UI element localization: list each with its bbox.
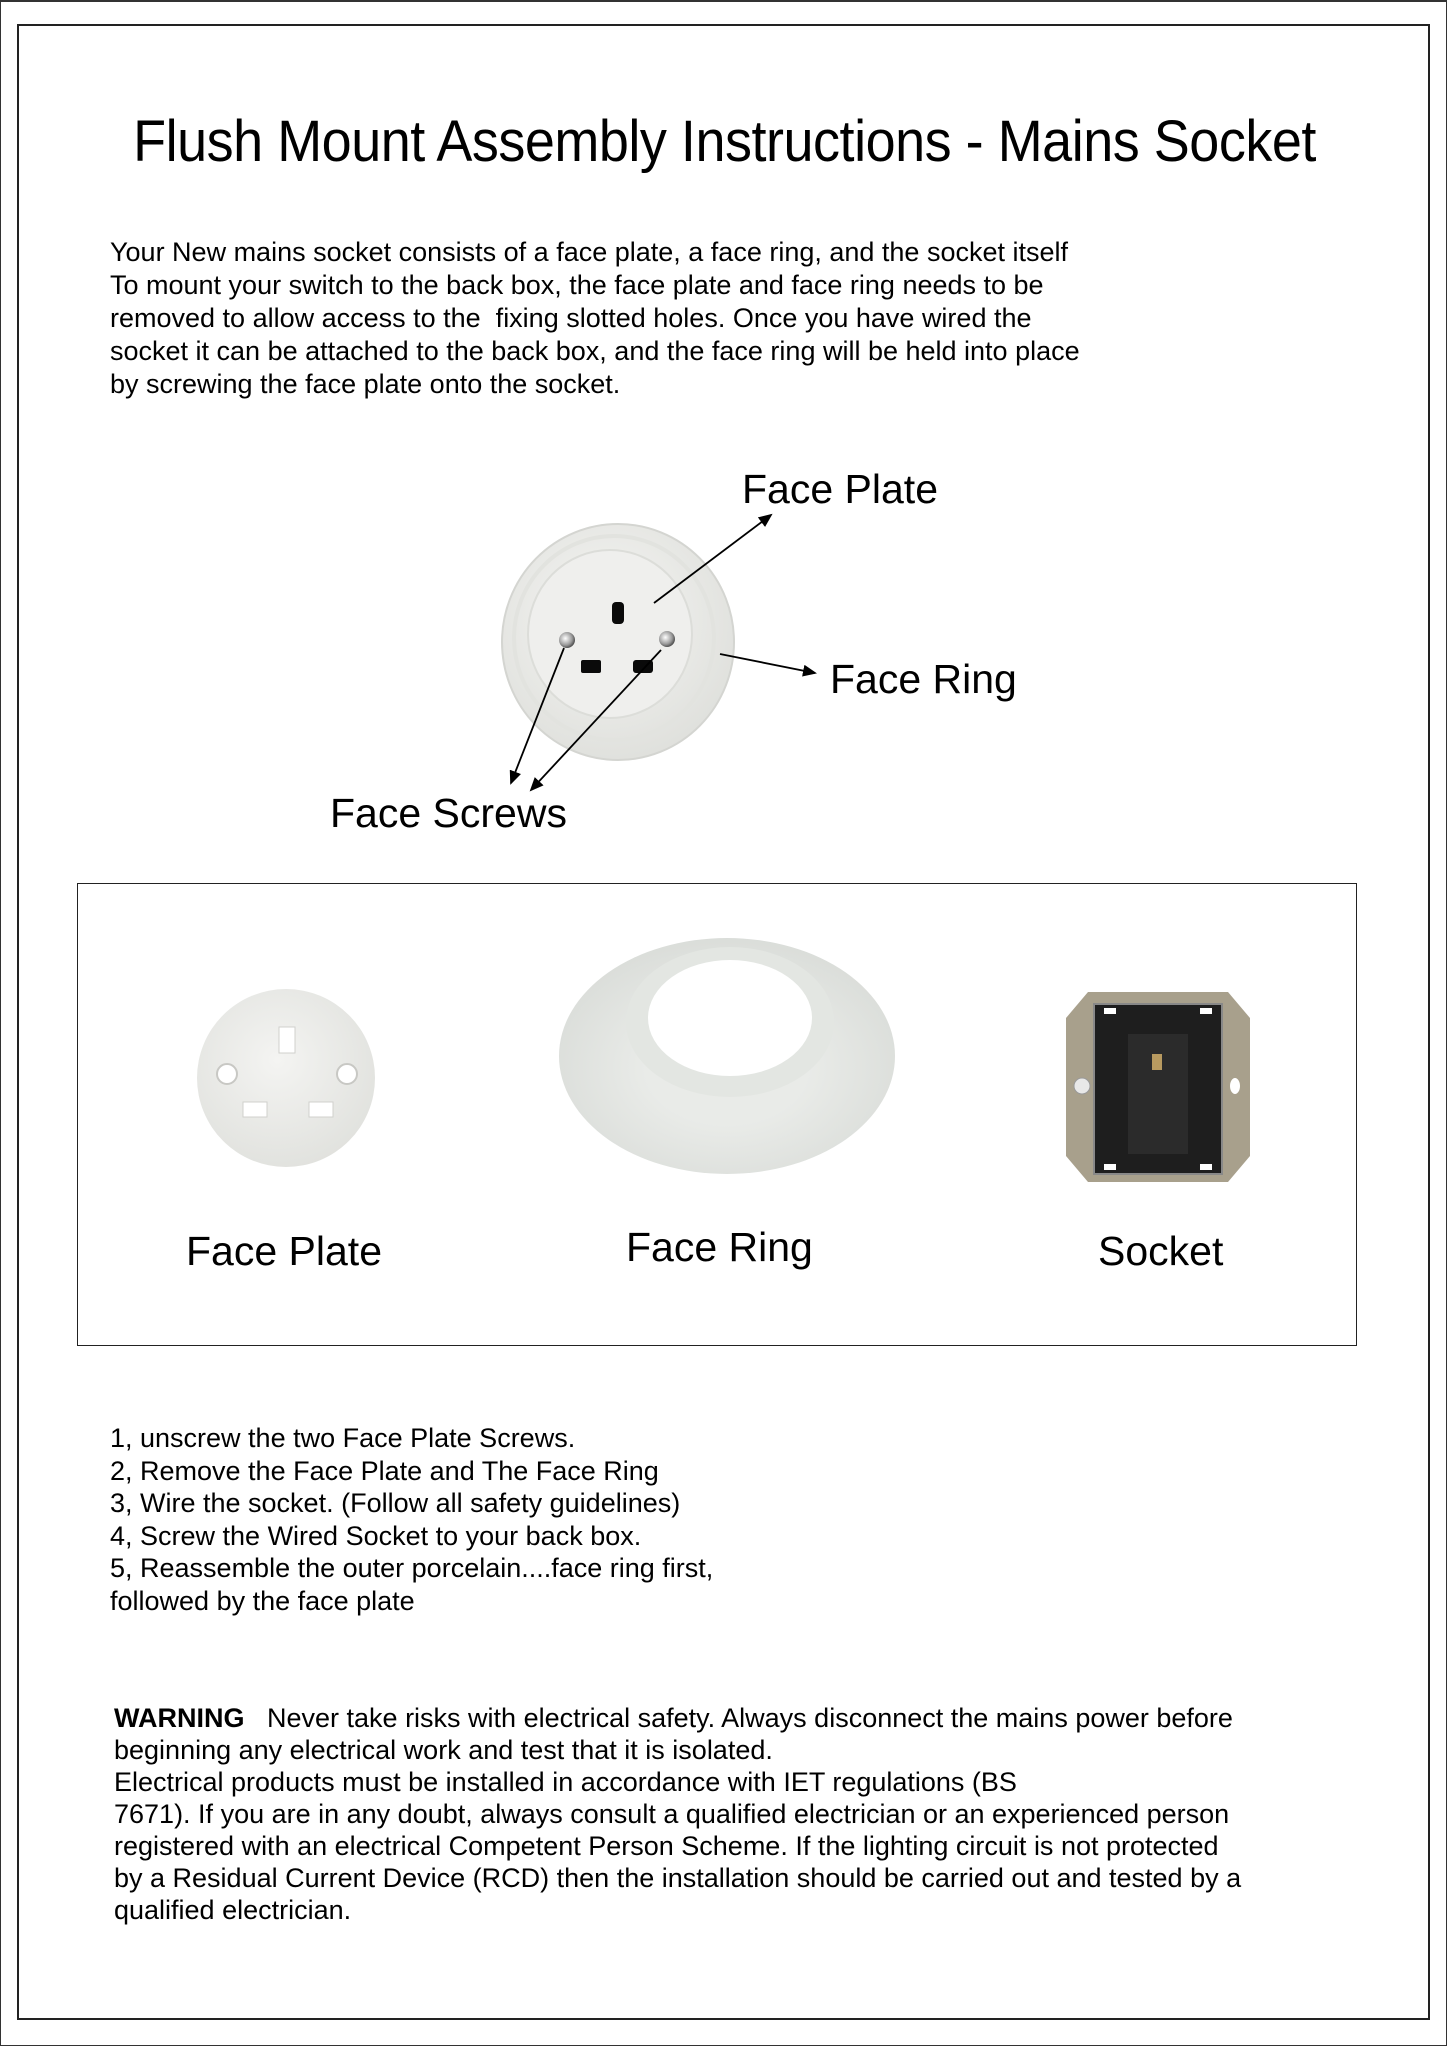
safety-warning <box>114 1702 1354 1926</box>
socket-tab <box>1200 1164 1212 1170</box>
page-title: Flush Mount Assembly Instructions - Mains Socket <box>133 109 1316 174</box>
step-item: 4, Screw the Wired Socket to your back box. <box>110 1520 642 1551</box>
earth-slot <box>612 602 624 624</box>
face-ring-hole <box>648 960 812 1076</box>
socket-screw-icon <box>1074 1078 1090 1094</box>
socket-tab <box>1104 1164 1116 1170</box>
socket-face <box>1128 1034 1188 1154</box>
warning-line: beginning any electrical work and test that it is isolated. <box>114 1735 773 1765</box>
intro-line: removed to allow access to the fixing slotted holes. Once you have wired the <box>110 303 1032 333</box>
socket-part-image <box>1066 992 1250 1182</box>
part-label-face-plate: Face Plate <box>186 1228 382 1274</box>
earth-hole <box>279 1027 295 1053</box>
face-plate-part-image <box>197 989 375 1167</box>
warning-first-line <box>114 1702 1354 1734</box>
face-screw-icon <box>659 631 675 647</box>
screw-hole <box>337 1064 357 1084</box>
face-screw-icon <box>559 632 575 648</box>
face-ring-callout: Face Ring <box>830 656 1017 702</box>
assembly-diagram-svg <box>0 0 1449 880</box>
warning-line: registered with an electrical Competent Person Scheme. If the lighting circuit is not protected <box>114 1831 1219 1861</box>
intro-line: Your New mains socket consists of a face plate, a face ring, and the socket itself <box>110 237 1068 267</box>
part-label-socket: Socket <box>1098 1228 1224 1274</box>
intro-line: To mount your switch to the back box, the face plate and face ring needs to be <box>110 270 1044 300</box>
part-label-face-ring: Face Ring <box>626 1224 813 1270</box>
step-item: 3, Wire the socket. (Follow all safety guidelines) <box>110 1488 681 1518</box>
warning-line: Electrical products must be installed in accordance with IET regulations (BS <box>114 1767 1017 1797</box>
live-hole <box>243 1102 267 1117</box>
assembled-socket-illustration <box>502 524 734 760</box>
neutral-hole <box>309 1102 333 1117</box>
parts-svg <box>78 884 1356 1344</box>
socket-earth-contact <box>1152 1054 1162 1070</box>
face-ring-arrow <box>720 654 815 673</box>
intro-line: socket it can be attached to the back box, and the face ring will be held into place <box>110 336 1080 366</box>
face-plate-callout: Face Plate <box>742 466 938 512</box>
step-item: 2, Remove the Face Plate and The Face Ring <box>110 1455 659 1486</box>
intro-line: by screwing the face plate onto the socket. <box>110 369 621 399</box>
socket-tab <box>1200 1008 1212 1014</box>
warning-heading: WARNING <box>114 1703 245 1733</box>
socket-slot-hole <box>1230 1078 1240 1094</box>
step-item: 5, Reassemble the outer porcelain....face ring first, <box>110 1553 714 1583</box>
face-ring-part-image <box>559 938 895 1174</box>
face-screws-callout: Face Screws <box>330 790 567 836</box>
step-item: 1, unscrew the two Face Plate Screws. <box>110 1423 576 1453</box>
socket-tab <box>1104 1008 1116 1014</box>
parts-panel <box>77 883 1357 1346</box>
warning-line: 7671). If you are in any doubt, always consult a qualified electrician or an experienced person <box>114 1799 1230 1829</box>
warning-text: Never take risks with electrical safety. Always disconnect the mains power before <box>244 1703 1233 1733</box>
screw-hole <box>217 1064 237 1084</box>
warning-line: by a Residual Current Device (RCD) then the installation should be carried out and tested by a <box>114 1863 1242 1893</box>
warning-line: qualified electrician. <box>114 1895 352 1925</box>
live-slot <box>581 660 601 673</box>
assembly-steps <box>110 1422 713 1617</box>
step-item: followed by the face plate <box>110 1585 415 1616</box>
